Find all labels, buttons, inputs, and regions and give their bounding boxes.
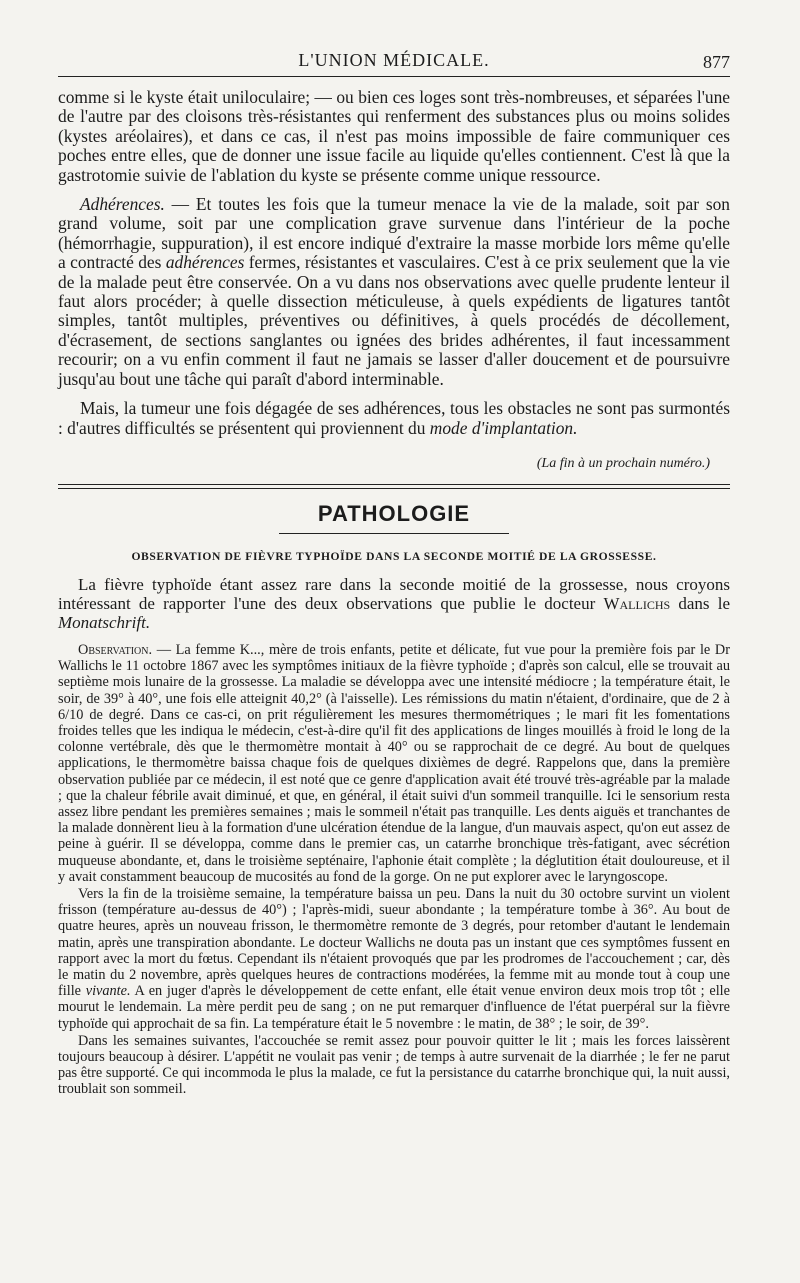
- article-intro: [58, 575, 730, 632]
- section-title: PATHOLOGIE: [317, 500, 471, 526]
- paragraph-adherences: [58, 195, 730, 389]
- to-be-continued-note: (La fin à un prochain numéro.): [536, 455, 710, 471]
- observation-text: [58, 642, 730, 1098]
- para2-italic: vivante.: [85, 983, 131, 1000]
- section-title-rule: [279, 533, 509, 534]
- paragraph-kystes: comme si le kyste était uniloculaire; — ou bien ces loges sont très-nombreuses, et séparées l'une de l'autre par des cloisons très-résistantes qui renferment des substances plus ou moins solides (kystes aréolaires), et dans ce cas, il n'est pas moins impossible de faire communiquer ces poches entre elles, que de donner une issue facile au liquide qu'elles contiennent. C'est là que la gastrotomie suivie de l'ablation du kyste se présente comme unique ressource.: [58, 87, 730, 185]
- article-title: OBSERVATION DE FIÈVRE TYPHOÏDE DANS LA SECONDE MOITIÉ DE LA GROSSESSE.: [131, 549, 657, 563]
- para2-after: A en juger d'après le développement de cette enfant, elle était venue environ deux mois trop tôt ; elle mourut le lendemain. La mère perdit peu de sang ; on ne put remarquer d'influence de l'état puerpéral sur la fièvre typhoïde qui approchait de sa fin. La température était le 5 novembre : le matin, de 38° ; le soir, de 39°.: [58, 983, 730, 1032]
- intro-author-name: Wallichs: [603, 593, 671, 613]
- intro-paragraph: [58, 575, 730, 632]
- journal-title: L'UNION MÉDICALE.: [298, 50, 490, 70]
- intro-journal: Monatschrift.: [58, 612, 151, 632]
- observation-paragraph: [58, 642, 730, 885]
- intro-text: La fièvre typhoïde étant assez rare dans la seconde moitié de la grossesse, nous croyons intéressant de rapporter l'une des deux observations que publie le docteur: [58, 574, 730, 613]
- observation-paragraph-2: [58, 886, 730, 1032]
- running-head: [58, 50, 730, 74]
- implantation-text: Mais, la tumeur une fois dégagée de ses adhérences, tous les obstacles ne sont pas surmontés : d'autres difficultés se présentent qui proviennent du: [58, 398, 730, 438]
- header-rule: [58, 76, 730, 77]
- page-body: [58, 88, 730, 1098]
- observation-body: — La femme K..., mère de trois enfants, petite et délicate, fut vue pour la première fois par le Dr Wallichs le 11 octobre 1867 avec les symptômes initiaux de la fièvre typhoïde ; d'après son calcul, elle se trouvait au septième mois lunaire de la grossesse. La maladie se développa avec une intensité médiocre ; la température était, le soir, de 39° à 40°, une fois elle atteignit 40,2° (à l'aisselle). Les rémissions du matin n'étaient, d'ordinaire, que de 2 à 6/10 de degré. Dans ce cas-ci, on prit régulièrement les mesures thermométriques ; le mari fit les fomentations froides telles que les indiqua le médecin, c'est-à-dire qu'il fit des applications de linges mouillés à froid le long de la colonne vertébrale, dès que le thermomètre montait à 40° ou se rapprochait de ce degré. Au bout de quelques applications, le thermomètre baissa chaque fois de quelques dixièmes de degré. Rappelons que, dans la première observation publiée par ce médecin, il est noté que ce genre d'application avait été trouvé très-agréable par la malade ; que la chaleur fébrile avait diminué, et que, en général, il était suivi d'un sommeil tranquille. Ici le sensorium resta assez libre pendant les premières semaines ; mais le sommeil n'était pas tranquille. Les dents aiguës et tranchantes de la malade donnèrent lieu à la formation d'une ulcération étendue de la langue, d'un mauvais aspect, qu'on eut assez de peine à guérir. Il se développa, comme dans le premier cas, un catarrhe bronchique très-fatigant, avec sécrétion muqueuse abondante, et, dans le troisième septénaire, l'aphonie était complète ; la déglutition était douloureuse, et il y avait constamment beaucoup de mucosités au fond de la gorge. On ne put explorer avec le laryngoscope.: [58, 641, 730, 885]
- adherences-italic: adhérences: [165, 252, 245, 273]
- observation-paragraph-3: Dans les semaines suivantes, l'accouchée se remit assez pour pouvoir quitter le lit ; mais les forces laissèrent toujours beaucoup à désirer. L'appétit ne voulait pas venir ; de temps à autre survenait de la diarrhée ; le fer ne parut pas être supporté. Ce qui incommoda le plus la malade, ce fut la persistance du catarrhe bronchique qui, la nuit aussi, troublait son sommeil.: [58, 1032, 730, 1098]
- para2-before: Vers la fin de la troisième semaine, la température baissa un peu. Dans la nuit du 30 octobre survint un violent frisson (température au-dessus de 40°) ; l'après-midi, sueur abondante ; la température tombe à 36°. Au bout de quatre heures, après un nouveau frisson, le thermomètre remonte de 3 degrés, pour retomber d'autant le lendemain matin, après une transpiration abondante. Le docteur Wallichs ne douta pas un instant que ces symptômes fussent en rapport avec la mort du fœtus. Cependant ils n'étaient provoqués que par les prodromes de l'accouchement ; car, dès le matin du 2 novembre, après quelques heures de contractions modérées, la femme mit au monde tout à coup une fille: [58, 885, 730, 1000]
- section-divider: [58, 484, 730, 489]
- continued-article: [58, 88, 730, 438]
- implantation-italic: mode d'implantation.: [429, 417, 578, 438]
- adherences-label: Adhérences.: [80, 194, 165, 215]
- paragraph-implantation: [58, 399, 730, 438]
- adherences-text: — Et toutes les fois que la tumeur menace la vie de la malade, soit par son grand volume, soit par une complication grave survenue dans l'intérieur de la poche (hémorrhagie, suppuration), il est encore indiqué d'extraire la masse morbide lors même qu'elle a contracté des: [58, 194, 730, 273]
- observation-label: Observation.: [78, 641, 153, 658]
- adherences-text-2: fermes, résistantes et vasculaires. C'est à ce prix seulement que la vie de la malade peut être conservée. On a vu dans nos observations avec quelle prudente lenteur il faut alors procéder; à quelle dissection méticuleuse, à quels expédients de ligatures tantôt simples, tantôt multiples, préventives ou définitives, à quels procédés de décollement, d'écrasement, de sections sanglantes ou ignées des brides adhérentes, il faut incessamment recourir; on a vu enfin comment il faut ne jamais se lasser d'aller doucement et de poursuivre jusqu'au bout une tâche qui paraît d'abord interminable.: [58, 252, 730, 389]
- intro-mid: dans le: [670, 593, 730, 613]
- page-number: 877: [703, 52, 730, 72]
